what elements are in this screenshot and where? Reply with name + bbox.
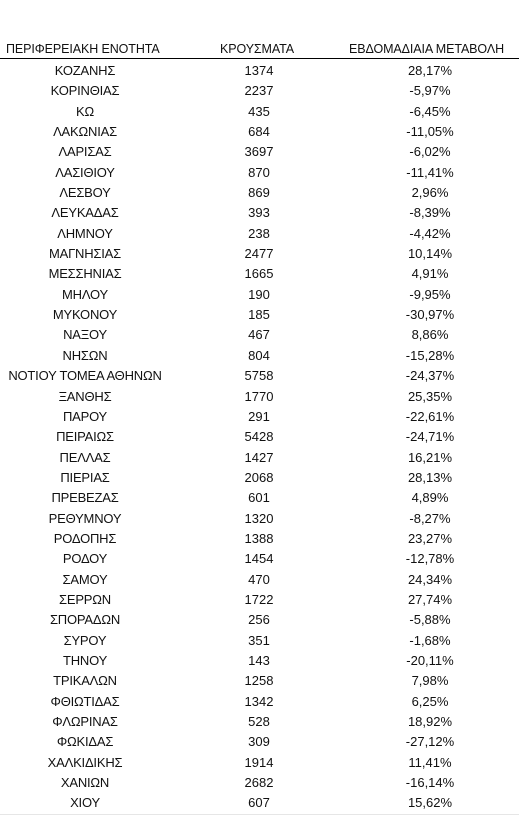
cell-cases: 467 <box>248 327 270 343</box>
cell-cases: 869 <box>248 185 270 201</box>
table-row <box>0 102 519 122</box>
cell-region: ΚΟΡΙΝΘΙΑΣ <box>50 83 120 99</box>
cell-cases: 291 <box>248 408 270 424</box>
cell-weekly-change: 28,13% <box>407 469 453 485</box>
cell-weekly-change: 6,25% <box>411 693 449 709</box>
cell-weekly-change: -24,71% <box>405 429 455 445</box>
cell-cases: 351 <box>248 632 270 648</box>
cell-weekly-change: 28,17% <box>407 63 453 78</box>
table-row <box>0 407 519 427</box>
cell-weekly-change: 18,92% <box>407 714 453 729</box>
cell-cases: 1258 <box>244 673 274 689</box>
cell-weekly-change: 25,35% <box>407 388 453 404</box>
cell-region: ΜΥΚΟΝΟΥ <box>52 307 118 323</box>
cell-weekly-change: 2,96% <box>411 185 449 201</box>
cell-region: ΦΩΚΙΔΑΣ <box>56 734 114 750</box>
cell-region: ΣΕΡΡΩΝ <box>59 591 111 607</box>
cell-cases: 309 <box>248 734 270 750</box>
cell-cases: 2477 <box>244 246 274 262</box>
table-row <box>0 203 519 223</box>
table-row <box>0 244 519 264</box>
cell-cases: 2068 <box>244 469 274 485</box>
table-row <box>0 712 519 732</box>
table-row <box>0 651 519 671</box>
cell-region: ΡΕΘΥΜΝΟΥ <box>48 510 122 526</box>
cell-cases: 1722 <box>244 591 274 607</box>
table-row <box>0 183 519 203</box>
cell-weekly-change: -22,61% <box>405 408 455 424</box>
cell-region: ΠΙΕΡΙΑΣ <box>60 469 110 485</box>
cell-weekly-change: 10,14% <box>407 246 453 262</box>
cell-weekly-change: 27,74% <box>407 591 453 607</box>
cell-weekly-change: -11,41% <box>406 164 454 180</box>
cell-cases: 804 <box>248 347 270 363</box>
table-row <box>0 509 519 529</box>
cell-region: ΠΡΕΒΕΖΑΣ <box>51 490 119 506</box>
cell-cases: 470 <box>248 571 270 587</box>
cell-region: ΜΕΣΣΗΝΙΑΣ <box>48 266 122 282</box>
cell-weekly-change: -15,28% <box>405 347 455 363</box>
cell-weekly-change: -11,05% <box>406 124 454 140</box>
table-row <box>0 793 519 813</box>
cell-cases: 1342 <box>244 693 274 709</box>
table-row <box>0 631 519 651</box>
cell-cases: 185 <box>248 307 270 323</box>
cell-cases: 256 <box>248 612 270 628</box>
table-row <box>0 305 519 325</box>
cell-region: ΚΩ <box>76 103 94 119</box>
cell-weekly-change: -8,39% <box>409 205 451 221</box>
cell-weekly-change: 8,86% <box>411 327 449 343</box>
table-row <box>0 264 519 284</box>
cell-region: ΧΑΝΙΩΝ <box>60 775 110 791</box>
table-row <box>0 773 519 793</box>
table-row <box>0 387 519 407</box>
cell-weekly-change: -1,68% <box>409 632 451 648</box>
cell-weekly-change: -6,02% <box>409 144 451 160</box>
cell-region: ΣΠΟΡΑΔΩΝ <box>49 612 121 628</box>
cell-weekly-change: -16,14% <box>405 775 455 791</box>
cell-cases: 1374 <box>244 63 274 78</box>
cell-cases: 2682 <box>244 775 274 791</box>
cell-weekly-change: 4,91% <box>411 266 449 282</box>
cell-weekly-change: -24,37% <box>405 368 455 384</box>
cell-region: ΛΑΡΙΣΑΣ <box>58 144 112 160</box>
cell-weekly-change: -27,12% <box>405 734 455 750</box>
cell-weekly-change: 23,27% <box>407 530 453 546</box>
cell-region: ΛΕΥΚΑΔΑΣ <box>51 205 119 221</box>
header-region: ΠΕΡΙΦΕΡΕΙΑΚΗ ΕΝΟΤΗΤΑ <box>6 42 160 56</box>
table-row <box>0 346 519 366</box>
cell-cases: 435 <box>248 103 270 119</box>
cell-region: ΝΑΞΟΥ <box>63 327 107 343</box>
cell-cases: 1320 <box>244 510 274 526</box>
cell-region: ΡΟΔΟΠΗΣ <box>53 530 117 546</box>
cell-cases: 1770 <box>244 388 274 404</box>
cell-weekly-change: -5,97% <box>409 83 451 99</box>
table-row <box>0 448 519 468</box>
cell-weekly-change: -6,45% <box>409 103 451 119</box>
table-row <box>0 285 519 305</box>
cell-weekly-change: 4,89% <box>411 490 449 506</box>
table-row <box>0 570 519 590</box>
table-row <box>0 122 519 142</box>
cell-region: ΝΗΣΩΝ <box>62 347 108 363</box>
table-row <box>0 427 519 447</box>
table-row <box>0 671 519 691</box>
cell-cases: 1914 <box>244 754 274 770</box>
cell-weekly-change: -9,95% <box>409 286 451 302</box>
cell-cases: 528 <box>248 714 270 729</box>
cell-region: ΣΥΡΟΥ <box>63 632 107 648</box>
table-row <box>0 224 519 244</box>
table-row <box>0 549 519 569</box>
cell-cases: 684 <box>248 124 270 140</box>
table-row <box>0 325 519 345</box>
cell-cases: 5758 <box>244 368 274 384</box>
table-row <box>0 366 519 386</box>
table-row <box>0 488 519 508</box>
table-row <box>0 692 519 712</box>
cell-weekly-change: -8,27% <box>409 510 451 526</box>
cell-region: ΡΟΔΟΥ <box>62 551 108 567</box>
cell-cases: 1454 <box>244 551 274 567</box>
cell-cases: 870 <box>248 164 270 180</box>
cell-cases: 238 <box>248 225 270 241</box>
table-row <box>0 61 519 81</box>
cell-region: ΠΕΛΛΑΣ <box>59 449 111 465</box>
table-body <box>0 61 519 814</box>
table-row <box>0 590 519 610</box>
cell-cases: 143 <box>248 652 270 668</box>
header-cases: ΚΡΟΥΣΜΑΤΑ <box>220 42 295 56</box>
cell-cases: 5428 <box>244 429 274 445</box>
cell-region: ΚΟΖΑΝΗΣ <box>54 63 116 78</box>
cell-cases: 3697 <box>244 144 274 160</box>
cell-region: ΛΗΜΝΟΥ <box>57 225 113 241</box>
cell-cases: 1665 <box>244 266 274 282</box>
cell-cases: 190 <box>248 286 270 302</box>
table-row <box>0 142 519 162</box>
cell-region: ΣΑΜΟΥ <box>62 571 108 587</box>
cell-region: ΤΗΝΟΥ <box>62 652 108 668</box>
cell-weekly-change: 15,62% <box>407 795 453 811</box>
cell-region: ΤΡΙΚΑΛΩΝ <box>53 673 117 689</box>
cell-region: ΧΙΟΥ <box>70 795 100 811</box>
cell-weekly-change: 16,21% <box>407 449 453 465</box>
cell-region: ΜΑΓΝΗΣΙΑΣ <box>49 246 121 262</box>
table-row <box>0 81 519 101</box>
cell-region: ΛΑΣΙΘΙΟΥ <box>55 164 115 180</box>
cell-weekly-change: 11,41% <box>408 754 452 770</box>
cell-weekly-change: -4,42% <box>409 225 451 241</box>
cell-region: ΞΑΝΘΗΣ <box>58 388 112 404</box>
cell-weekly-change: 24,34% <box>407 571 453 587</box>
cell-weekly-change: -5,88% <box>409 612 451 628</box>
cell-region: ΜΗΛΟΥ <box>62 286 108 302</box>
cell-weekly-change: -12,78% <box>405 551 455 567</box>
cell-cases: 607 <box>248 795 270 811</box>
cell-region: ΛΑΚΩΝΙΑΣ <box>53 124 117 140</box>
cell-cases: 2237 <box>244 83 274 99</box>
table-row <box>0 753 519 773</box>
bottom-divider <box>0 814 519 815</box>
cell-weekly-change: -20,11% <box>406 652 454 668</box>
table-header <box>0 41 519 59</box>
cell-region: ΧΑΛΚΙΔΙΚΗΣ <box>47 754 123 770</box>
cell-weekly-change: 7,98% <box>411 673 449 689</box>
cell-region: ΦΘΙΩΤΙΔΑΣ <box>50 693 120 709</box>
cell-region: ΝΟΤΙΟΥ ΤΟΜΕΑ ΑΘΗΝΩΝ <box>8 368 162 384</box>
table-row <box>0 163 519 183</box>
cell-region: ΛΕΣΒΟΥ <box>59 185 111 201</box>
cell-cases: 601 <box>248 490 270 506</box>
table-row <box>0 529 519 549</box>
cell-region: ΠΑΡΟΥ <box>62 408 108 424</box>
header-weekly-change: ΕΒΔΟΜΑΔΙΑΙΑ ΜΕΤΑΒΟΛΗ <box>349 42 504 56</box>
cell-cases: 1388 <box>244 530 274 546</box>
cell-region: ΠΕΙΡΑΙΩΣ <box>56 429 114 445</box>
cell-region: ΦΛΩΡΙΝΑΣ <box>52 714 118 729</box>
table-row <box>0 732 519 752</box>
cell-cases: 393 <box>248 205 270 221</box>
cell-cases: 1427 <box>244 449 274 465</box>
table-row <box>0 468 519 488</box>
cell-weekly-change: -30,97% <box>405 307 455 323</box>
table-row <box>0 610 519 630</box>
